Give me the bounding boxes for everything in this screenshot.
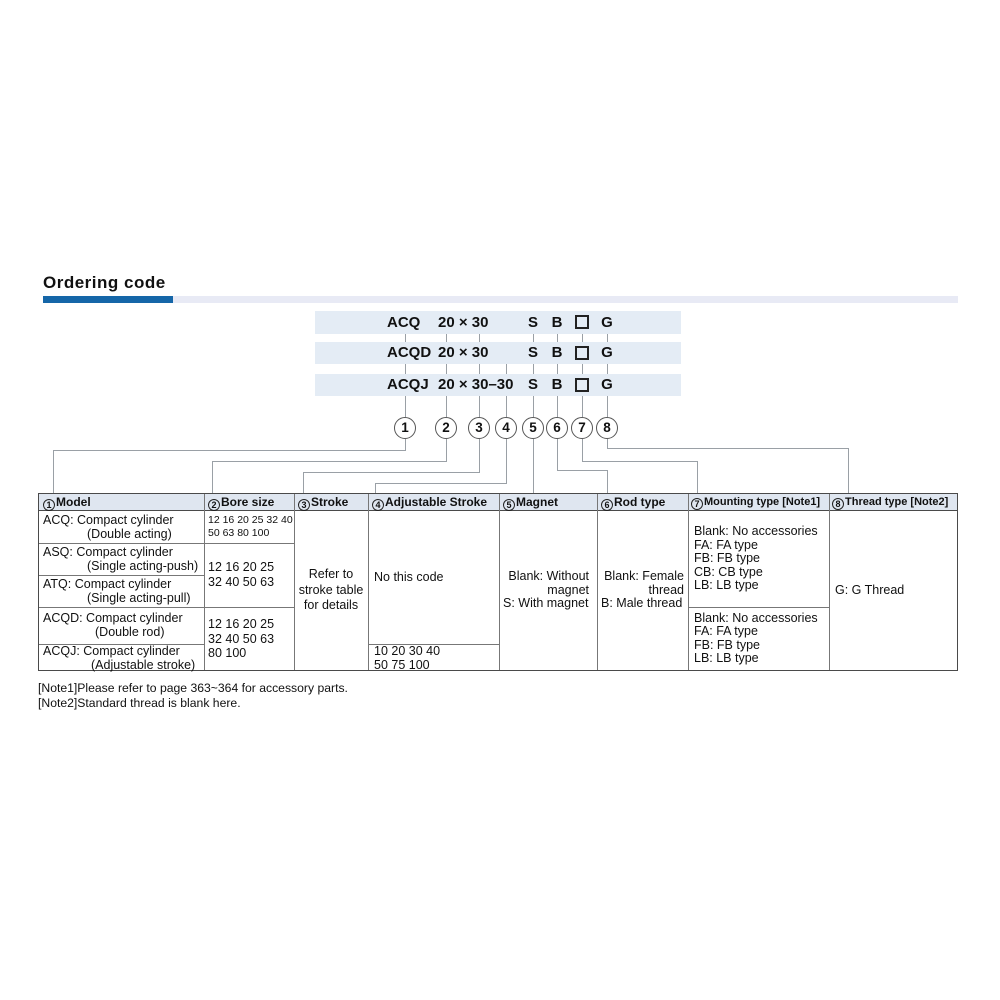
rod-type-cell: Blank: Female thread B: Male thread: [601, 569, 684, 611]
row-divider: [39, 607, 204, 608]
connector-line: [557, 470, 608, 471]
connector-line: [405, 439, 406, 450]
model-cell-acqd: ACQD: Compact cylinder (Double rod): [43, 611, 183, 639]
code-magnet: S: [527, 344, 539, 361]
title-accent-bar-dark: [43, 296, 173, 303]
title-accent-bar-light: [173, 296, 958, 303]
code-thread: G: [601, 314, 613, 331]
connector-line: [607, 334, 608, 342]
connector-line: [405, 334, 406, 342]
connector-line: [582, 334, 583, 342]
adjustable-stroke-cell-2: 10 20 30 40 50 75 100: [374, 644, 441, 672]
connector-line: [405, 364, 406, 374]
connector-line: [303, 472, 304, 494]
adjustable-stroke-cell-1: No this code: [374, 569, 444, 584]
callout-circle-2: 2: [435, 417, 457, 439]
column-header-adjustable: 4 Adjustable Stroke: [372, 495, 487, 511]
thread-type-cell: G: G Thread: [835, 582, 905, 597]
blank-box-icon: [575, 378, 589, 392]
connector-line: [375, 483, 507, 484]
connector-line: [446, 439, 447, 461]
connector-line: [607, 364, 608, 374]
code-model: ACQ: [387, 314, 421, 331]
note-1: [Note1]Please refer to page 363~364 for accessory parts.: [38, 681, 348, 695]
model-cell-asq: ASQ: Compact cylinder (Single acting-push): [43, 545, 199, 573]
column-header-bore: 2 Bore size: [208, 495, 274, 511]
connector-line: [582, 439, 583, 461]
connector-line: [607, 470, 608, 494]
stroke-cell: Refer to stroke table for details: [298, 567, 364, 613]
code-model: ACQJ: [387, 376, 429, 393]
connector-line: [582, 364, 583, 374]
column-header-stroke: 3 Stroke: [298, 495, 348, 511]
connector-line: [303, 472, 480, 473]
connector-line: [506, 396, 507, 417]
circled-number-icon: 3: [298, 499, 310, 511]
column-header-thread: 8 Thread type [Note2]: [832, 496, 948, 510]
model-cell-acqj: ACQJ: Compact cylinder (Adjustable stroke): [43, 644, 196, 672]
column-header-rod: 6 Rod type: [601, 495, 665, 511]
circled-number-icon: 6: [601, 499, 613, 511]
circled-number-icon: 7: [691, 498, 703, 510]
connector-line: [506, 364, 507, 374]
circled-number-icon: 4: [372, 499, 384, 511]
column-header-mounting: 7 Mounting type [Note1]: [691, 496, 820, 510]
code-bore-stroke: 20 × 30–30: [438, 376, 514, 393]
connector-line: [53, 450, 54, 494]
blank-box-icon: [575, 346, 589, 360]
code-magnet: S: [527, 314, 539, 331]
connector-line: [212, 461, 213, 494]
connector-line: [446, 334, 447, 342]
connector-line: [533, 439, 534, 494]
mounting-type-cell-1: Blank: No accessories FA: FA type FB: FB type CB: CB type LB: LB type: [694, 524, 818, 593]
connector-line: [533, 334, 534, 342]
circled-number-icon: 8: [832, 498, 844, 510]
code-rod: B: [551, 376, 563, 393]
connector-line: [607, 439, 608, 448]
connector-line: [446, 396, 447, 417]
model-cell-acq: ACQ: Compact cylinder (Double acting): [43, 513, 174, 541]
bore-cell-1: 12 16 20 25 32 40 50 63 80 100: [208, 514, 293, 539]
circled-number-icon: 5: [503, 499, 515, 511]
column-header-model: 1 Model: [43, 495, 91, 511]
connector-line: [557, 396, 558, 417]
callout-circle-1: 1: [394, 417, 416, 439]
circled-number-icon: 1: [43, 499, 55, 511]
connector-line: [557, 439, 558, 470]
connector-line: [479, 439, 480, 472]
connector-line: [848, 448, 849, 494]
connector-line: [479, 396, 480, 417]
callout-circle-3: 3: [468, 417, 490, 439]
connector-line: [405, 396, 406, 417]
circled-number-icon: 2: [208, 499, 220, 511]
bore-cell-3: 12 16 20 25 32 40 50 63 80 100: [208, 617, 275, 661]
mounting-type-cell-2: Blank: No accessories FA: FA type FB: FB type LB: LB type: [694, 610, 818, 665]
connector-line: [479, 334, 480, 342]
connector-line: [607, 396, 608, 417]
connector-line: [607, 448, 849, 449]
connector-line: [697, 461, 698, 494]
code-magnet: S: [527, 376, 539, 393]
callout-circle-7: 7: [571, 417, 593, 439]
connector-line: [53, 450, 406, 451]
magnet-cell: Blank: Without magnet S: With magnet: [503, 569, 589, 611]
model-cell-atq: ATQ: Compact cylinder (Single acting-pull): [43, 577, 191, 605]
callout-circle-6: 6: [546, 417, 568, 439]
code-rod: B: [551, 344, 563, 361]
page-title: Ordering code: [43, 273, 166, 292]
connector-line: [446, 364, 447, 374]
ordering-code-table: [38, 493, 958, 671]
connector-line: [582, 461, 698, 462]
bore-cell-2: 12 16 20 25 32 40 50 63: [208, 560, 275, 589]
code-rod: B: [551, 314, 563, 331]
code-row-acqj: [315, 374, 681, 396]
code-thread: G: [601, 376, 613, 393]
code-row-acqd: [315, 342, 681, 364]
connector-line: [533, 364, 534, 374]
connector-line: [582, 396, 583, 417]
code-row-acq: [315, 311, 681, 334]
connector-line: [212, 461, 447, 462]
blank-box-icon: [575, 315, 589, 329]
callout-circle-8: 8: [596, 417, 618, 439]
code-model: ACQD: [387, 344, 432, 361]
connector-line: [479, 364, 480, 374]
code-bore-stroke: 20 × 30: [438, 314, 489, 331]
callout-circle-5: 5: [522, 417, 544, 439]
note-2: [Note2]Standard thread is blank here.: [38, 696, 241, 710]
column-header-magnet: 5 Magnet: [503, 495, 558, 511]
connector-line: [506, 439, 507, 483]
callout-circle-4: 4: [495, 417, 517, 439]
connector-line: [557, 334, 558, 342]
code-thread: G: [601, 344, 613, 361]
connector-line: [557, 364, 558, 374]
connector-line: [533, 396, 534, 417]
code-bore-stroke: 20 × 30: [438, 344, 489, 361]
